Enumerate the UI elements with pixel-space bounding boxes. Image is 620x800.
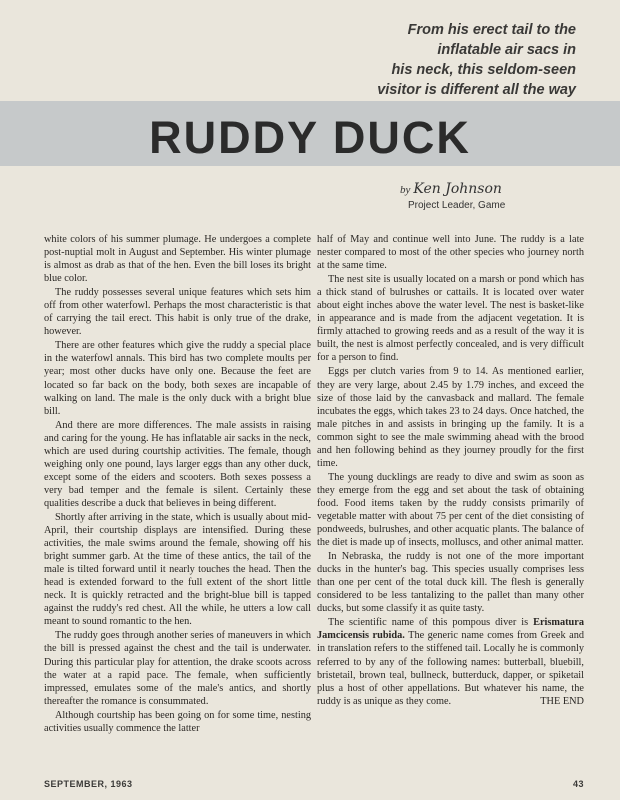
- deck-line: visitor is different all the way: [377, 82, 576, 98]
- byline-role: Project Leader, Game: [408, 200, 506, 211]
- issue-date: SEPTEMBER, 1963: [44, 779, 133, 789]
- paragraph: The young ducklings are ready to dive and swim as soon as they emerge from the egg and set about the task of obtaining food. Food items taken by the ruddy consists primarily of vegetable matter with about 75 per cent of the diet consisting of pondweeds, bulrushes, and other acquatic plants. The balance of the diet is made up of insects, molluscs, and other animal matter.: [317, 471, 584, 549]
- page-title: RUDDY DUCK: [149, 112, 471, 163]
- deck-line: his neck, this seldom-seen: [391, 62, 576, 78]
- paragraph: Shortly after arriving in the state, which is usually about mid-April, their courtship displays are intensified. During these activities, the male swims around the female, showing off his bright summer garb. At the time of these antics, the tail of the male is tilted forward until it nearly touches the head. Then the head is extended forward to the full extent of the short little neck. It is quickly retracted and the bright-blue bill is tapped against the ruddy's red chest. All the while, he utters a low call meant to sound romantic to the hen.: [44, 511, 311, 628]
- byline-by: by: [400, 184, 411, 196]
- left-column: [44, 233, 311, 736]
- deck-line: From his erect tail to the: [407, 22, 576, 38]
- final-paragraph-start: The scientific name of this pompous diver is: [328, 617, 534, 629]
- right-column: [317, 233, 584, 709]
- paragraph: Although courtship has been going on for some time, nesting activities usually commence the latter: [44, 709, 311, 734]
- paragraph: white colors of his summer plumage. He undergoes a complete post-nuptial molt in August and September. His winter plumage is almost as drab as that of the hen. Even the bill loses its bright blue color.: [44, 234, 311, 285]
- paragraph: In Nebraska, the ruddy is not one of the more important ducks in the hunter's bag. This species usually comprises less than one per cent of the total duck kill. The flesh is generally considered to be less tantalizing to the pallet than many other ducks, but some classify it as quite tasty.: [317, 551, 584, 615]
- deck-line: inflatable air sacs in: [437, 42, 576, 58]
- page-footer: [44, 779, 584, 789]
- final-paragraph-end: The generic name comes from Greek and in translation refers to the stiffened tail. Locally he is commonly referred to by any of the following names: butterball, bluebill, bristetail, brown teal, bullneck, butterduck, dapper, or spiketail plus a host of other appellations. But whatever his name, the ruddy is as unique as they come.: [317, 630, 584, 707]
- byline: [400, 181, 600, 211]
- paragraph: There are other features which give the ruddy a special place in the waterfowl annals. This bird has two complete moults per year; most other ducks have only one. Because the feet are located so far back on the body, both sexes are incapable of walking on land. The male is the only duck with a bright blue bill.: [44, 340, 311, 417]
- paragraph: The ruddy goes through another series of maneuvers in which the bill is pressed against the chest and the tail is underwater. During this particular play for attention, the drake scoots across the water at a rapid pace. The female, when sufficiently impressed, emulates some of the male's antics, and shortly thereafter the romance is consummated.: [44, 630, 311, 707]
- paragraph: Eggs per clutch varies from 9 to 14. As mentioned earlier, they are very large, about 2.45 by 1.79 inches, and exceed the size of those laid by the canvasback and mallard. The female incubates the eggs, which takes 23 to 24 days. Once hatched, the male pitches in and assists in bringing up the family. It is a common sight to see the male swimming ahead with the brood and hen following behind as they journey proudly for the first time.: [317, 366, 584, 469]
- byline-author: Ken Johnson: [413, 181, 502, 197]
- paragraph: The nest site is usually located on a marsh or pond which has a thick stand of bulrushes or cattails. It is located over water about eight inches above the water level. The nest is basket-like in appearance and is made from the adjacent vegetation. It is firmly attached to growing reeds and as a result of the way it is built, the nest is almost perfectly concealed, and is very difficult for a person to find.: [317, 274, 584, 364]
- paragraph: And there are more differences. The male assists in raising and caring for the young. He has inflatable air sacks in the neck, which are used during courtship activities. The female, though weighing only one pound, lays larger eggs than any other duck, except some of the eiders and scooters. Both sexes possess a very bad temper and the female is silent. Certainly these qualities describe a duck that believes in being different.: [44, 419, 311, 509]
- final-paragraph: [317, 616, 584, 707]
- paragraph: half of May and continue well into June. The ruddy is a late nester compared to most of the other species who journey north at the same time.: [317, 234, 584, 272]
- paragraph: The ruddy possesses several unique features which sets him off from other waterfowl. Perhaps the most characteristic is that of carrying the tail erect. This habit is only true of the drake, however.: [44, 287, 311, 338]
- deck-subtitle: [276, 20, 576, 100]
- scientific-name: Erismatura Jamcicensis rubida.: [317, 617, 584, 642]
- end-mark: THE END: [540, 695, 584, 707]
- page-number: 43: [572, 779, 584, 789]
